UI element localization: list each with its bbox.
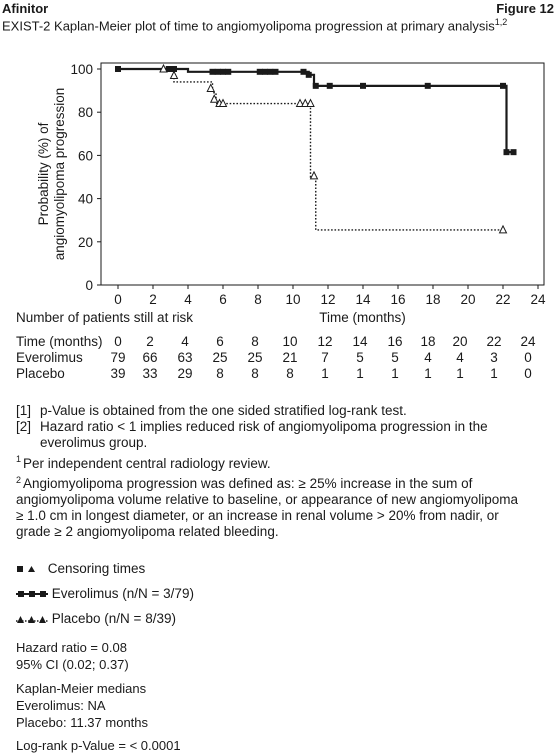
x-tick-label: 10 xyxy=(285,292,301,307)
censor-mark-everolimus xyxy=(425,83,431,89)
censor-mark-everolimus xyxy=(225,69,231,75)
risk-cell: 4 xyxy=(456,350,464,365)
y-tick-label: 0 xyxy=(85,278,93,293)
legend-placebo xyxy=(16,611,176,627)
risk-cell: 29 xyxy=(177,366,193,381)
x-tick-label: 8 xyxy=(254,292,262,307)
notes-block xyxy=(16,403,518,540)
risk-cell: 63 xyxy=(177,350,193,365)
hazard-ratio: Hazard ratio = 0.08 xyxy=(16,640,127,655)
risk-cell: 4 xyxy=(181,334,189,349)
hazard-block xyxy=(16,639,129,673)
risk-cell: 2 xyxy=(146,334,154,349)
plot-series xyxy=(115,65,517,233)
legend-placebo-label: Placebo (n/N = 8/39) xyxy=(51,611,176,626)
censor-mark-placebo xyxy=(311,172,318,179)
series-line-placebo xyxy=(118,69,503,230)
bracket-note xyxy=(16,403,518,419)
censor-mark-everolimus xyxy=(273,69,279,75)
risk-cell: 3 xyxy=(490,350,498,365)
y-tick-label: 40 xyxy=(77,191,93,207)
km-placebo: Placebo: 11.37 months xyxy=(16,715,149,730)
risk-cell: 1 xyxy=(456,366,464,381)
censor-mark-everolimus xyxy=(301,69,307,75)
km-heading: Kaplan-Meier medians xyxy=(16,681,147,696)
y-tick-label: 100 xyxy=(70,62,93,77)
censor-symbols-icon xyxy=(16,562,36,577)
risk-cell: 0 xyxy=(524,350,532,365)
figure-number: Figure 12 xyxy=(496,1,554,16)
note-text: everolimus group. xyxy=(40,435,148,450)
confidence-interval: 95% CI (0.02; 0.37) xyxy=(16,657,129,672)
x-tick-label: 6 xyxy=(219,292,227,307)
risk-cell: 20 xyxy=(452,334,468,349)
x-tick-label: 4 xyxy=(184,292,192,307)
risk-cell: 12 xyxy=(317,334,333,349)
everolimus-line-icon xyxy=(16,587,48,602)
censor-mark-placebo xyxy=(171,71,178,78)
footnote-marker: 1 xyxy=(16,454,22,464)
censor-mark-everolimus xyxy=(306,72,312,78)
risk-cell: 1 xyxy=(356,366,364,381)
risk-cell: 8 xyxy=(216,366,224,381)
bracket-note xyxy=(16,419,518,451)
x-tick-label: 0 xyxy=(114,292,122,307)
footnote-text: ≥ 1.0 cm in longest diameter, or an increase in renal volume > 20% from nadir, or xyxy=(16,508,499,523)
plot-axes xyxy=(70,62,546,307)
plot-border xyxy=(101,63,544,285)
risk-cell: 25 xyxy=(247,350,263,365)
risk-cell: 39 xyxy=(110,366,126,381)
x-axis-label: Time (months) xyxy=(319,310,406,325)
censor-mark-everolimus xyxy=(257,69,263,75)
note-index: [1] xyxy=(16,403,32,418)
x-tick-label: 14 xyxy=(355,292,371,307)
footnote-text: Angiomyolipoma progression was defined as: ≥ 25% increase in the sum of xyxy=(23,476,473,491)
risk-table-heading: Number of patients still at risk xyxy=(16,310,194,325)
censor-mark-everolimus xyxy=(210,69,216,75)
x-tick-label: 2 xyxy=(149,292,157,307)
risk-cell: 4 xyxy=(424,350,432,365)
risk-cell: 1 xyxy=(424,366,432,381)
censor-mark-everolimus xyxy=(327,83,333,89)
censor-mark-placebo xyxy=(211,95,218,102)
risk-cell: 14 xyxy=(352,334,368,349)
risk-cell: 24 xyxy=(520,334,536,349)
censor-mark-everolimus xyxy=(313,83,319,89)
risk-cell: 1 xyxy=(321,366,329,381)
x-tick-label: 24 xyxy=(530,292,546,307)
censor-mark-everolimus xyxy=(504,149,510,155)
footnote xyxy=(16,451,518,472)
risk-cell: 21 xyxy=(282,350,298,365)
y-tick-label: 80 xyxy=(77,105,93,121)
plot-frame xyxy=(101,63,544,285)
risk-cell: 5 xyxy=(391,350,399,365)
risk-cell: 8 xyxy=(286,366,294,381)
risk-cell: 5 xyxy=(356,350,364,365)
censor-mark-everolimus xyxy=(267,69,273,75)
risk-cell: 0 xyxy=(114,334,122,349)
footnote-text: Per independent central radiology review. xyxy=(23,455,271,471)
x-tick-label: 22 xyxy=(495,292,511,307)
censor-mark-everolimus xyxy=(262,69,268,75)
censor-mark-placebo xyxy=(500,226,507,233)
note-text: p-Value is obtained from the one sided stratified log-rank test. xyxy=(40,403,407,418)
x-tick-label: 18 xyxy=(425,292,441,307)
footnotes-list xyxy=(16,451,518,540)
legend-everolimus-label: Everolimus (n/N = 3/79) xyxy=(51,586,194,601)
footnote-marker: 2 xyxy=(16,474,22,485)
y-tick-label: 20 xyxy=(77,234,93,250)
risk-row-label: Placebo xyxy=(16,366,65,381)
risk-cell: 10 xyxy=(282,334,298,349)
risk-cell: 1 xyxy=(391,366,399,381)
risk-cell: 1 xyxy=(490,366,498,381)
risk-cell: 0 xyxy=(524,366,532,381)
figure-title-text: EXIST-2 Kaplan-Meier plot of time to angiomyolipoma progression at primary analysis xyxy=(2,18,495,34)
drug-name: Afinitor xyxy=(2,1,49,16)
footnote xyxy=(16,472,518,541)
figure-title-refs: 1,2 xyxy=(494,17,508,27)
legend-everolimus xyxy=(16,586,194,602)
risk-row-label: Everolimus xyxy=(16,350,83,365)
risk-cell: 8 xyxy=(251,366,259,381)
risk-cell: 8 xyxy=(251,334,259,349)
footnote-text: grade ≥ 2 angiomyolipoma related bleeding. xyxy=(16,524,279,539)
km-everolimus: Everolimus: NA xyxy=(16,698,106,713)
note-text: Hazard ratio < 1 implies reduced risk of angiomyolipoma progression in the xyxy=(40,419,488,434)
note-index: [2] xyxy=(16,419,32,434)
y-axis-label-line2: angiomyolipoma progression xyxy=(52,87,67,261)
risk-cell: 66 xyxy=(142,350,158,365)
censor-mark-everolimus xyxy=(500,83,506,89)
footnote-text: angiomyolipoma volume relative to baseline, or appearance of new angiomyolipoma xyxy=(16,492,519,507)
km-plot xyxy=(0,0,556,330)
censor-mark-everolimus xyxy=(220,69,226,75)
logrank: Log-rank p-Value = < 0.0001 xyxy=(16,738,181,753)
risk-cell: 16 xyxy=(387,334,403,349)
risk-cell: 7 xyxy=(321,350,329,365)
risk-cell: 6 xyxy=(216,334,224,349)
risk-cell: 18 xyxy=(420,334,436,349)
y-axis-label-line1: Probability (%) of xyxy=(36,122,51,226)
legend-censor-label: Censoring times xyxy=(47,561,146,576)
x-tick-label: 16 xyxy=(390,292,406,307)
x-tick-label: 20 xyxy=(460,292,476,307)
risk-cell: 25 xyxy=(212,350,228,365)
notes-list xyxy=(16,403,518,451)
placebo-line-icon xyxy=(16,612,48,627)
x-tick-label: 12 xyxy=(320,292,336,307)
risk-cell: 33 xyxy=(142,366,158,381)
risk-row-label: Time (months) xyxy=(16,334,103,349)
censor-mark-everolimus xyxy=(215,69,221,75)
censor-mark-everolimus xyxy=(511,149,517,155)
censor-mark-everolimus xyxy=(360,83,366,89)
risk-cell: 79 xyxy=(110,350,126,365)
legend-censor xyxy=(16,561,145,577)
risk-cell: 22 xyxy=(486,334,502,349)
y-tick-label: 60 xyxy=(77,148,93,164)
km-medians-block xyxy=(16,680,148,731)
